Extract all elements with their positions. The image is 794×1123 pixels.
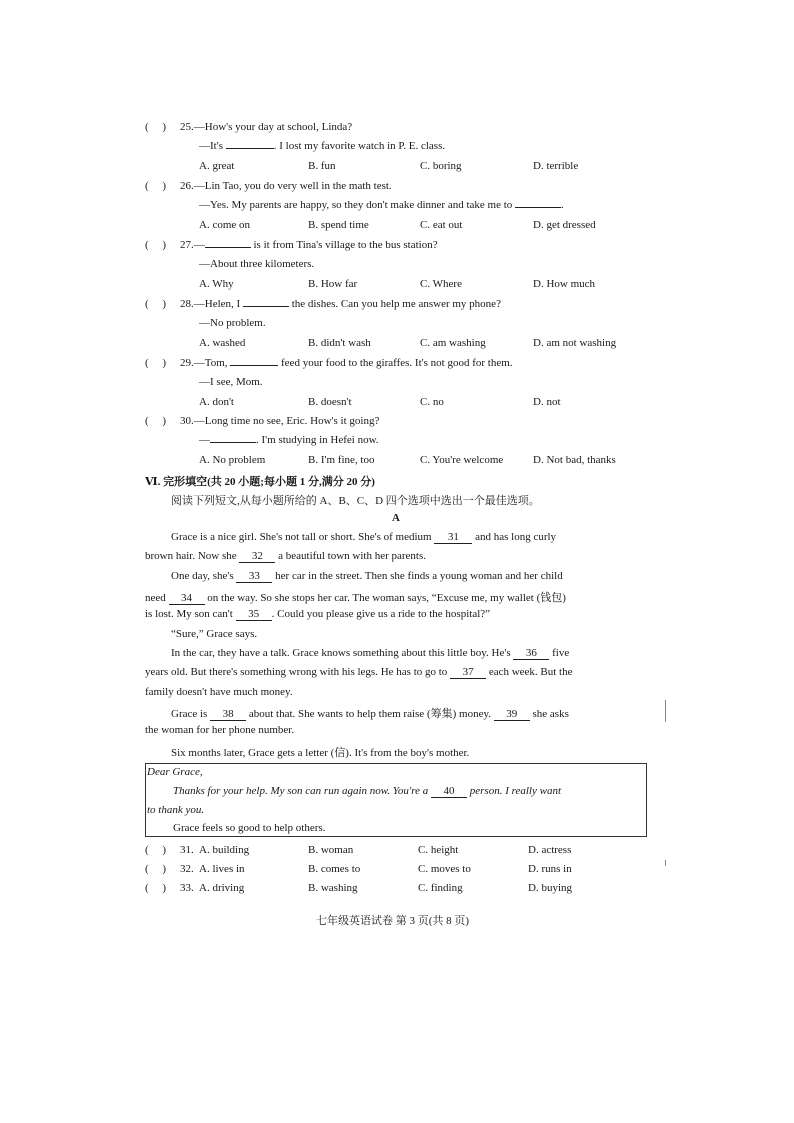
answer-paren[interactable]: ( ) [145,357,167,369]
question-text: 30.—Long time no see, Eric. How's it going? [180,415,380,427]
cloze-blank-39[interactable]: 39 [494,708,530,721]
option-d[interactable]: D. Not bad, thanks [533,454,616,466]
option-d[interactable]: D. am not washing [533,337,617,349]
option-c[interactable]: C. am washing [420,337,486,349]
option-c[interactable]: C. moves to [418,863,471,875]
letter-closing: Grace feels so good to help others. [173,822,326,834]
option-b[interactable]: B. washing [308,882,358,894]
option-b[interactable]: B. didn't wash [308,337,371,349]
option-b[interactable]: B. doesn't [308,396,352,408]
question-text: —Yes. My parents are happy, so they don't make dinner and take me to . [199,199,564,211]
passage-line: need 34 on the way. So she stops her car. The woman says, “Excuse me, my wallet (钱包) [145,592,566,604]
cloze-blank-35[interactable]: 35 [236,608,272,621]
question-text: — . I'm studying in Hefei now. [199,434,379,446]
option-a[interactable]: A. washed [199,337,246,349]
option-c[interactable]: C. finding [418,882,463,894]
scan-mark [665,700,666,722]
letter-body: to thank you. [147,804,205,816]
answer-paren[interactable]: ( ) [145,239,167,251]
option-d[interactable]: D. get dressed [533,219,596,231]
section-heading: Ⅵ. 完形填空(共 20 小题;每小题 1 分,满分 20 分) [145,476,375,488]
answer-paren[interactable]: ( ) [145,298,167,310]
option-c[interactable]: C. boring [420,160,462,172]
passage-line: Grace is 38 about that. She wants to help them raise (筹集) money. 39 she asks [171,708,569,720]
option-b[interactable]: B. fun [308,160,336,172]
question-text: 27.— is it from Tina's village to the bus station? [180,239,438,251]
answer-blank[interactable] [226,148,274,149]
part-label: A [392,512,400,524]
answer-paren[interactable]: ( ) [145,844,167,856]
option-c[interactable]: C. You're welcome [420,454,504,466]
cloze-blank-34[interactable]: 34 [169,592,205,605]
option-b[interactable]: B. How far [308,278,358,290]
answer-blank[interactable] [210,442,256,443]
option-b[interactable]: B. woman [308,844,354,856]
answer-paren[interactable]: ( ) [145,882,167,894]
passage-line: years old. But there's something wrong with his legs. He has to go to 37 each week. But the [145,666,573,678]
option-b[interactable]: B. comes to [308,863,361,875]
option-d[interactable]: D. terrible [533,160,579,172]
question-text: —About three kilometers. [199,258,315,270]
passage-line: Grace is a nice girl. She's not tall or short. She's of medium 31 and has long curly [171,531,557,543]
option-a[interactable]: A. driving [199,882,245,894]
option-d[interactable]: D. buying [528,882,572,894]
answer-paren[interactable]: ( ) [145,863,167,875]
letter-greeting: Dear Grace, [147,766,203,778]
cloze-blank-38[interactable]: 38 [210,708,246,721]
option-c[interactable]: C. no [420,396,444,408]
passage-line: One day, she's 33 her car in the street. Then she finds a young woman and her child [171,570,563,582]
question-number: 32. [180,863,194,875]
question-text: 25.—How's your day at school, Linda? [180,121,353,133]
answer-blank[interactable] [515,207,561,208]
answer-paren[interactable]: ( ) [145,121,167,133]
option-a[interactable]: A. Why [199,278,234,290]
option-a[interactable]: A. building [199,844,250,856]
answer-blank[interactable] [230,365,278,366]
option-a[interactable]: A. don't [199,396,234,408]
option-c[interactable]: C. height [418,844,459,856]
passage-line: “Sure,” Grace says. [171,628,258,640]
option-d[interactable]: D. How much [533,278,596,290]
option-d[interactable]: D. runs in [528,863,572,875]
passage-line: is lost. My son can't 35 . Could you please give us a ride to the hospital?” [145,608,491,620]
question-text: —It's . I lost my favorite watch in P. E. class. [199,140,446,152]
question-text: 28.—Helen, I the dishes. Can you help me answer my phone? [180,298,501,310]
option-c[interactable]: C. Where [420,278,462,290]
passage-line: In the car, they have a talk. Grace knows something about this little boy. He's 36 five [171,647,570,659]
cloze-blank-36[interactable]: 36 [513,647,549,660]
question-text: 26.—Lin Tao, you do very well in the math test. [180,180,392,192]
passage-line: the woman for her phone number. [145,724,295,736]
passage-line: Six months later, Grace gets a letter (信). It's from the boy's mother. [171,747,470,759]
option-a[interactable]: A. great [199,160,235,172]
question-number: 33. [180,882,194,894]
option-b[interactable]: B. spend time [308,219,369,231]
option-a[interactable]: A. No problem [199,454,266,466]
option-a[interactable]: A. come on [199,219,251,231]
page-footer: 七年级英语试卷 第 3 页(共 8 页) [316,915,470,927]
cloze-blank-31[interactable]: 31 [434,531,472,544]
option-d[interactable]: D. not [533,396,561,408]
answer-blank[interactable] [205,247,251,248]
option-a[interactable]: A. lives in [199,863,245,875]
cloze-blank-37[interactable]: 37 [450,666,486,679]
answer-blank[interactable] [243,306,289,307]
passage-line: brown hair. Now she 32 a beautiful town with her parents. [145,550,427,562]
cloze-blank-33[interactable]: 33 [236,570,272,583]
answer-paren[interactable]: ( ) [145,180,167,192]
question-number: 31. [180,844,194,856]
passage-line: family doesn't have much money. [145,686,293,698]
cloze-blank-32[interactable]: 32 [239,550,275,563]
question-text: —No problem. [199,317,266,329]
cloze-blank-40[interactable]: 40 [431,785,467,798]
option-d[interactable]: D. actress [528,844,572,856]
question-text: —I see, Mom. [199,376,263,388]
letter-body: Thanks for your help. My son can run again now. You're a 40 person. I really want [173,785,562,797]
answer-paren[interactable]: ( ) [145,415,167,427]
question-text: 29.—Tom, feed your food to the giraffes. It's not good for them. [180,357,513,369]
option-c[interactable]: C. eat out [420,219,463,231]
option-b[interactable]: B. I'm fine, too [308,454,375,466]
scan-mark [665,860,666,866]
section-instruction: 阅读下列短文,从每小题所给的 A、B、C、D 四个选项中选出一个最佳选项。 [171,495,540,507]
